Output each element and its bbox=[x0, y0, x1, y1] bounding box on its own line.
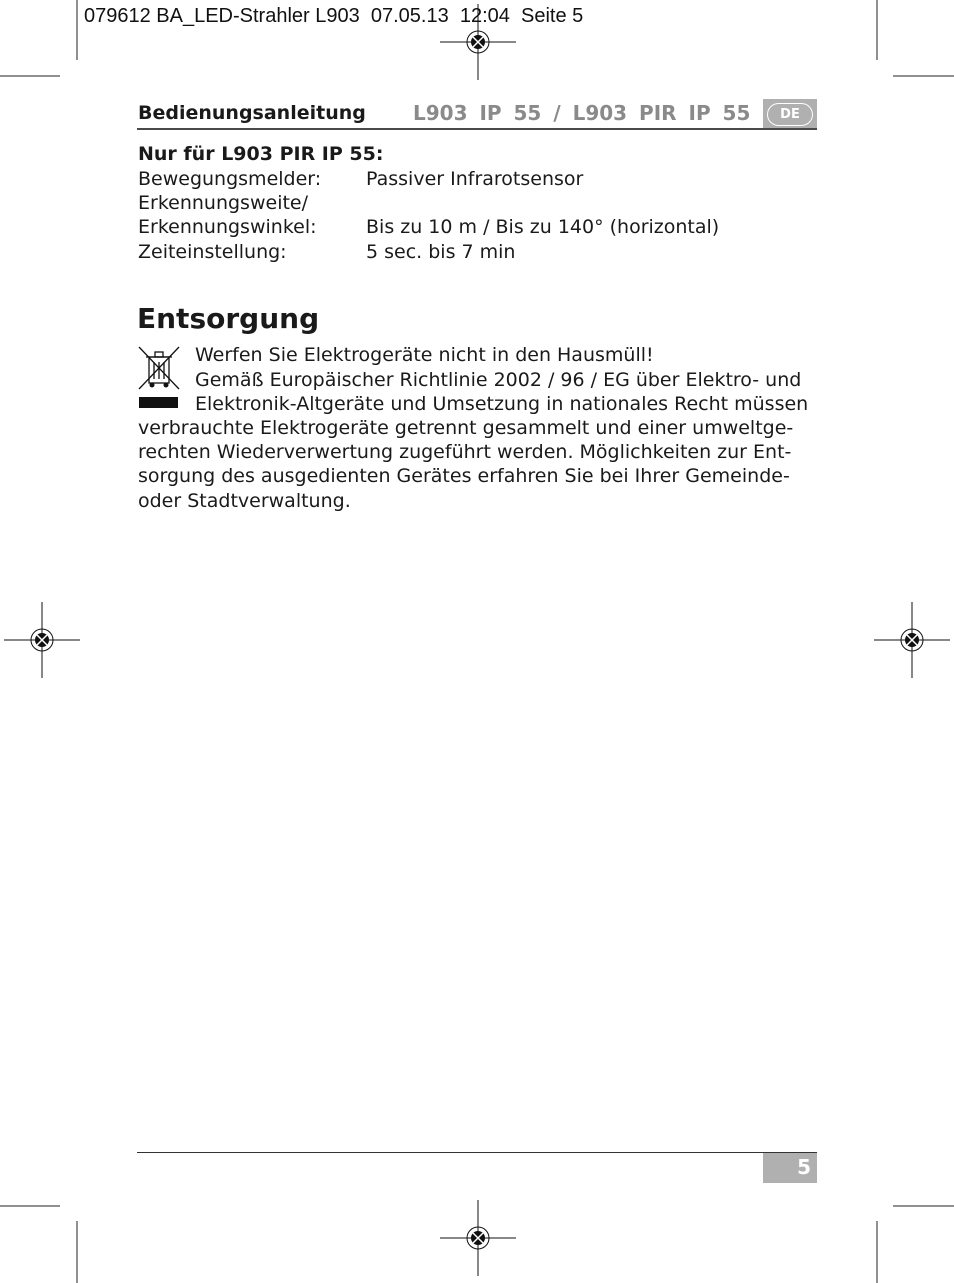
language-badge bbox=[763, 99, 817, 130]
spec-label: Bewegungsmelder: bbox=[138, 168, 322, 190]
registration-mark-bottom-icon bbox=[440, 1200, 516, 1276]
header-divider bbox=[137, 128, 817, 130]
language-badge-label: DE bbox=[767, 103, 813, 126]
section-heading-disposal: Entsorgung bbox=[137, 302, 320, 335]
disposal-text-line: Elektronik-Altgeräte und Umsetzung in nationales Recht müssen bbox=[195, 393, 809, 415]
disposal-text-line: Gemäß Europäischer Richtlinie 2002 / 96 / EG über Elektro- und bbox=[195, 369, 802, 391]
registration-mark-right-icon bbox=[874, 602, 950, 678]
footer-divider bbox=[137, 1152, 817, 1153]
spec-value: 5 sec. bis 7 min bbox=[366, 241, 516, 263]
spec-value: Bis zu 10 m / Bis zu 140° (horizontal) bbox=[366, 216, 720, 238]
crossed-out-wheelie-bin-icon bbox=[137, 345, 181, 391]
disposal-text-line: Werfen Sie Elektrogeräte nicht in den Hausmüll! bbox=[195, 344, 654, 366]
manual-title: Bedienungsanleitung bbox=[138, 102, 366, 124]
bin-underline-bar bbox=[139, 397, 178, 408]
spec-label: Erkennungsweite/ bbox=[138, 192, 309, 214]
disposal-text-line: oder Stadtverwaltung. bbox=[138, 490, 351, 512]
spec-value: Passiver Infrarotsensor bbox=[366, 168, 584, 190]
page-number: 5 bbox=[763, 1153, 817, 1183]
specs-heading: Nur für L903 PIR IP 55: bbox=[138, 143, 384, 165]
registration-mark-left-icon bbox=[4, 602, 80, 678]
spec-label: Erkennungswinkel: bbox=[138, 216, 317, 238]
model-title: L903 IP 55 / L903 PIR IP 55 bbox=[413, 101, 751, 125]
spec-label: Zeiteinstellung: bbox=[138, 241, 287, 263]
disposal-text-line: rechten Wiederverwertung zugeführt werden. Möglichkeiten zur Ent- bbox=[138, 441, 792, 463]
disposal-text-line: verbrauchte Elektrogeräte getrennt gesammelt und einer umweltge- bbox=[138, 417, 794, 439]
disposal-text-line: sorgung des ausgedienten Gerätes erfahren Sie bei Ihrer Gemeinde- bbox=[138, 465, 790, 487]
print-slug-line: 079612 BA_LED-Strahler L903 07.05.13 12:04 Seite 5 bbox=[84, 5, 584, 27]
